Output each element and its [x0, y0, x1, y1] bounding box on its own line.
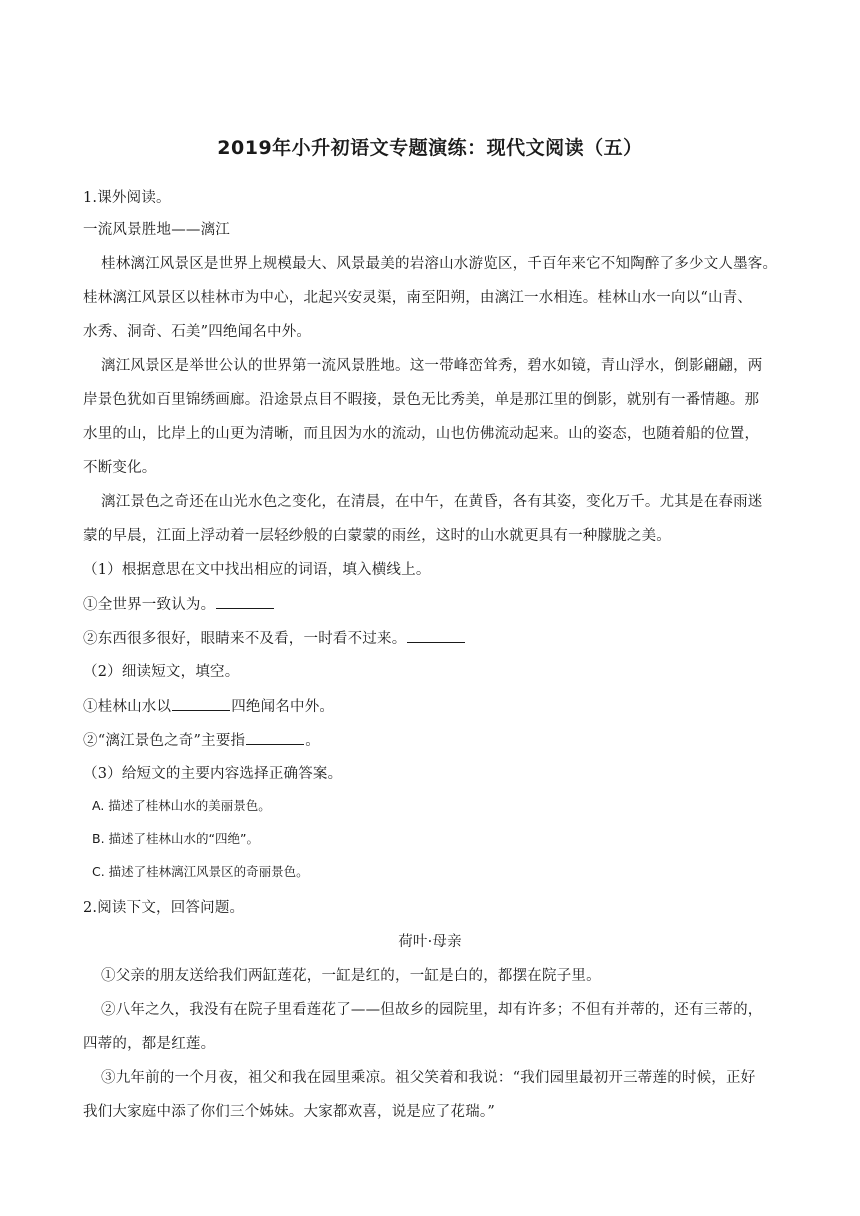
q1-para2-line3: 水里的山，比岸上的山更为清晰，而且因为水的流动，山也仿佛流动起来。山的姿态，也随着船的位置， [83, 426, 760, 442]
q1-para3-line1: 漓江景色之奇还在山光水色之变化，在清晨，在中午，在黄昏，各有其姿，变化万千。尤其是在春雨迷 [101, 494, 763, 510]
q1-para1-line3: 水秀、洞奇、石美”四绝闻名中外。 [83, 324, 312, 340]
q1-para1-line2: 桂林漓江风景区以桂林市为中心，北起兴安灵渠，南至阳朔，由漓江一水相连。桂林山水一向以“山青、 [83, 290, 753, 306]
answer-blank[interactable] [407, 628, 465, 643]
q2-p3-line2: 我们大家庭中添了你们三个姊妹。大家都欢喜，说是应了花瑞。” [83, 1104, 495, 1120]
q2-p1: ①父亲的朋友送给我们两缸莲花，一缸是红的，一缸是白的，都摆在院子里。 [101, 968, 601, 984]
option-a[interactable]: A. 描述了桂林山水的美丽景色。 [92, 798, 271, 813]
q1-sub1-b [83, 628, 783, 649]
answer-blank[interactable] [172, 696, 230, 711]
option-c[interactable]: C. 描述了桂林漓江风景区的奇丽景色。 [92, 864, 309, 879]
q2-p2-line2: 四蒂的，都是红莲。 [83, 1036, 216, 1052]
q1-sub1-a-text: ①全世界一致认为。 [83, 597, 216, 613]
option-b[interactable]: B. 描述了桂林山水的“四绝”。 [92, 831, 259, 846]
q1-sub2-a [83, 696, 783, 717]
q1-sub2-a-pre: ①桂林山水以 [83, 699, 172, 715]
page-title: 2019年小升初语文专题演练：现代文阅读（五） [217, 137, 643, 159]
q1-passage-title: 一流风景胜地——漓江 [83, 222, 230, 238]
q1-sub2: （2）细读短文，填空。 [83, 664, 240, 680]
q1-sub2-b [83, 730, 783, 751]
q2-p2-line1: ②八年之久，我没有在院子里看莲花了——但故乡的园院里，却有许多；不但有并蒂的，还有三蒂的， [101, 1002, 763, 1018]
q1-para2-line2: 岸景色犹如百里锦绣画廊。沿途景点目不暇接，景色无比秀美，单是那江里的倒影，就别有一番情趣。那 [83, 392, 760, 408]
q2-passage-title: 荷叶·母亲 [398, 934, 462, 950]
q1-sub2-a-post: 四绝闻名中外。 [231, 699, 335, 715]
q1-heading: 1.课外阅读。 [83, 190, 171, 206]
q1-para2-line1: 漓江风景区是举世公认的世界第一流风景胜地。这一带峰峦耸秀，碧水如镜，青山浮水，倒影翩翩，两 [101, 358, 763, 374]
q1-para3-line2: 蒙的早晨，江面上浮动着一层轻纱般的白蒙蒙的雨丝，这时的山水就更具有一种朦胧之美。 [83, 528, 671, 544]
answer-blank[interactable] [246, 730, 304, 745]
q1-sub2-b-pre: ②“漓江景色之奇”主要指 [83, 733, 246, 749]
q1-sub1: （1）根据意思在文中找出相应的词语，填入横线上。 [83, 562, 431, 578]
q1-sub3: （3）给短文的主要内容选择正确答案。 [83, 766, 343, 782]
q1-para2-line4: 不断变化。 [83, 460, 157, 476]
q2-heading: 2.阅读下文，回答问题。 [83, 900, 245, 916]
q2-p3-line1: ③九年前的一个月夜，祖父和我在园里乘凉。祖父笑着和我说：“我们园里最初开三蒂莲的时候，正好 [101, 1070, 756, 1086]
answer-blank[interactable] [216, 594, 274, 609]
q1-para1-line1: 桂林漓江风景区是世界上规模最大、风景最美的岩溶山水游览区，千百年来它不知陶醉了多少文人墨客。 [101, 256, 778, 272]
q1-sub1-b-text: ②东西很多很好，眼睛来不及看，一时看不过来。 [83, 631, 407, 647]
q1-sub1-a [83, 594, 783, 615]
q1-sub2-b-post: 。 [305, 733, 320, 749]
